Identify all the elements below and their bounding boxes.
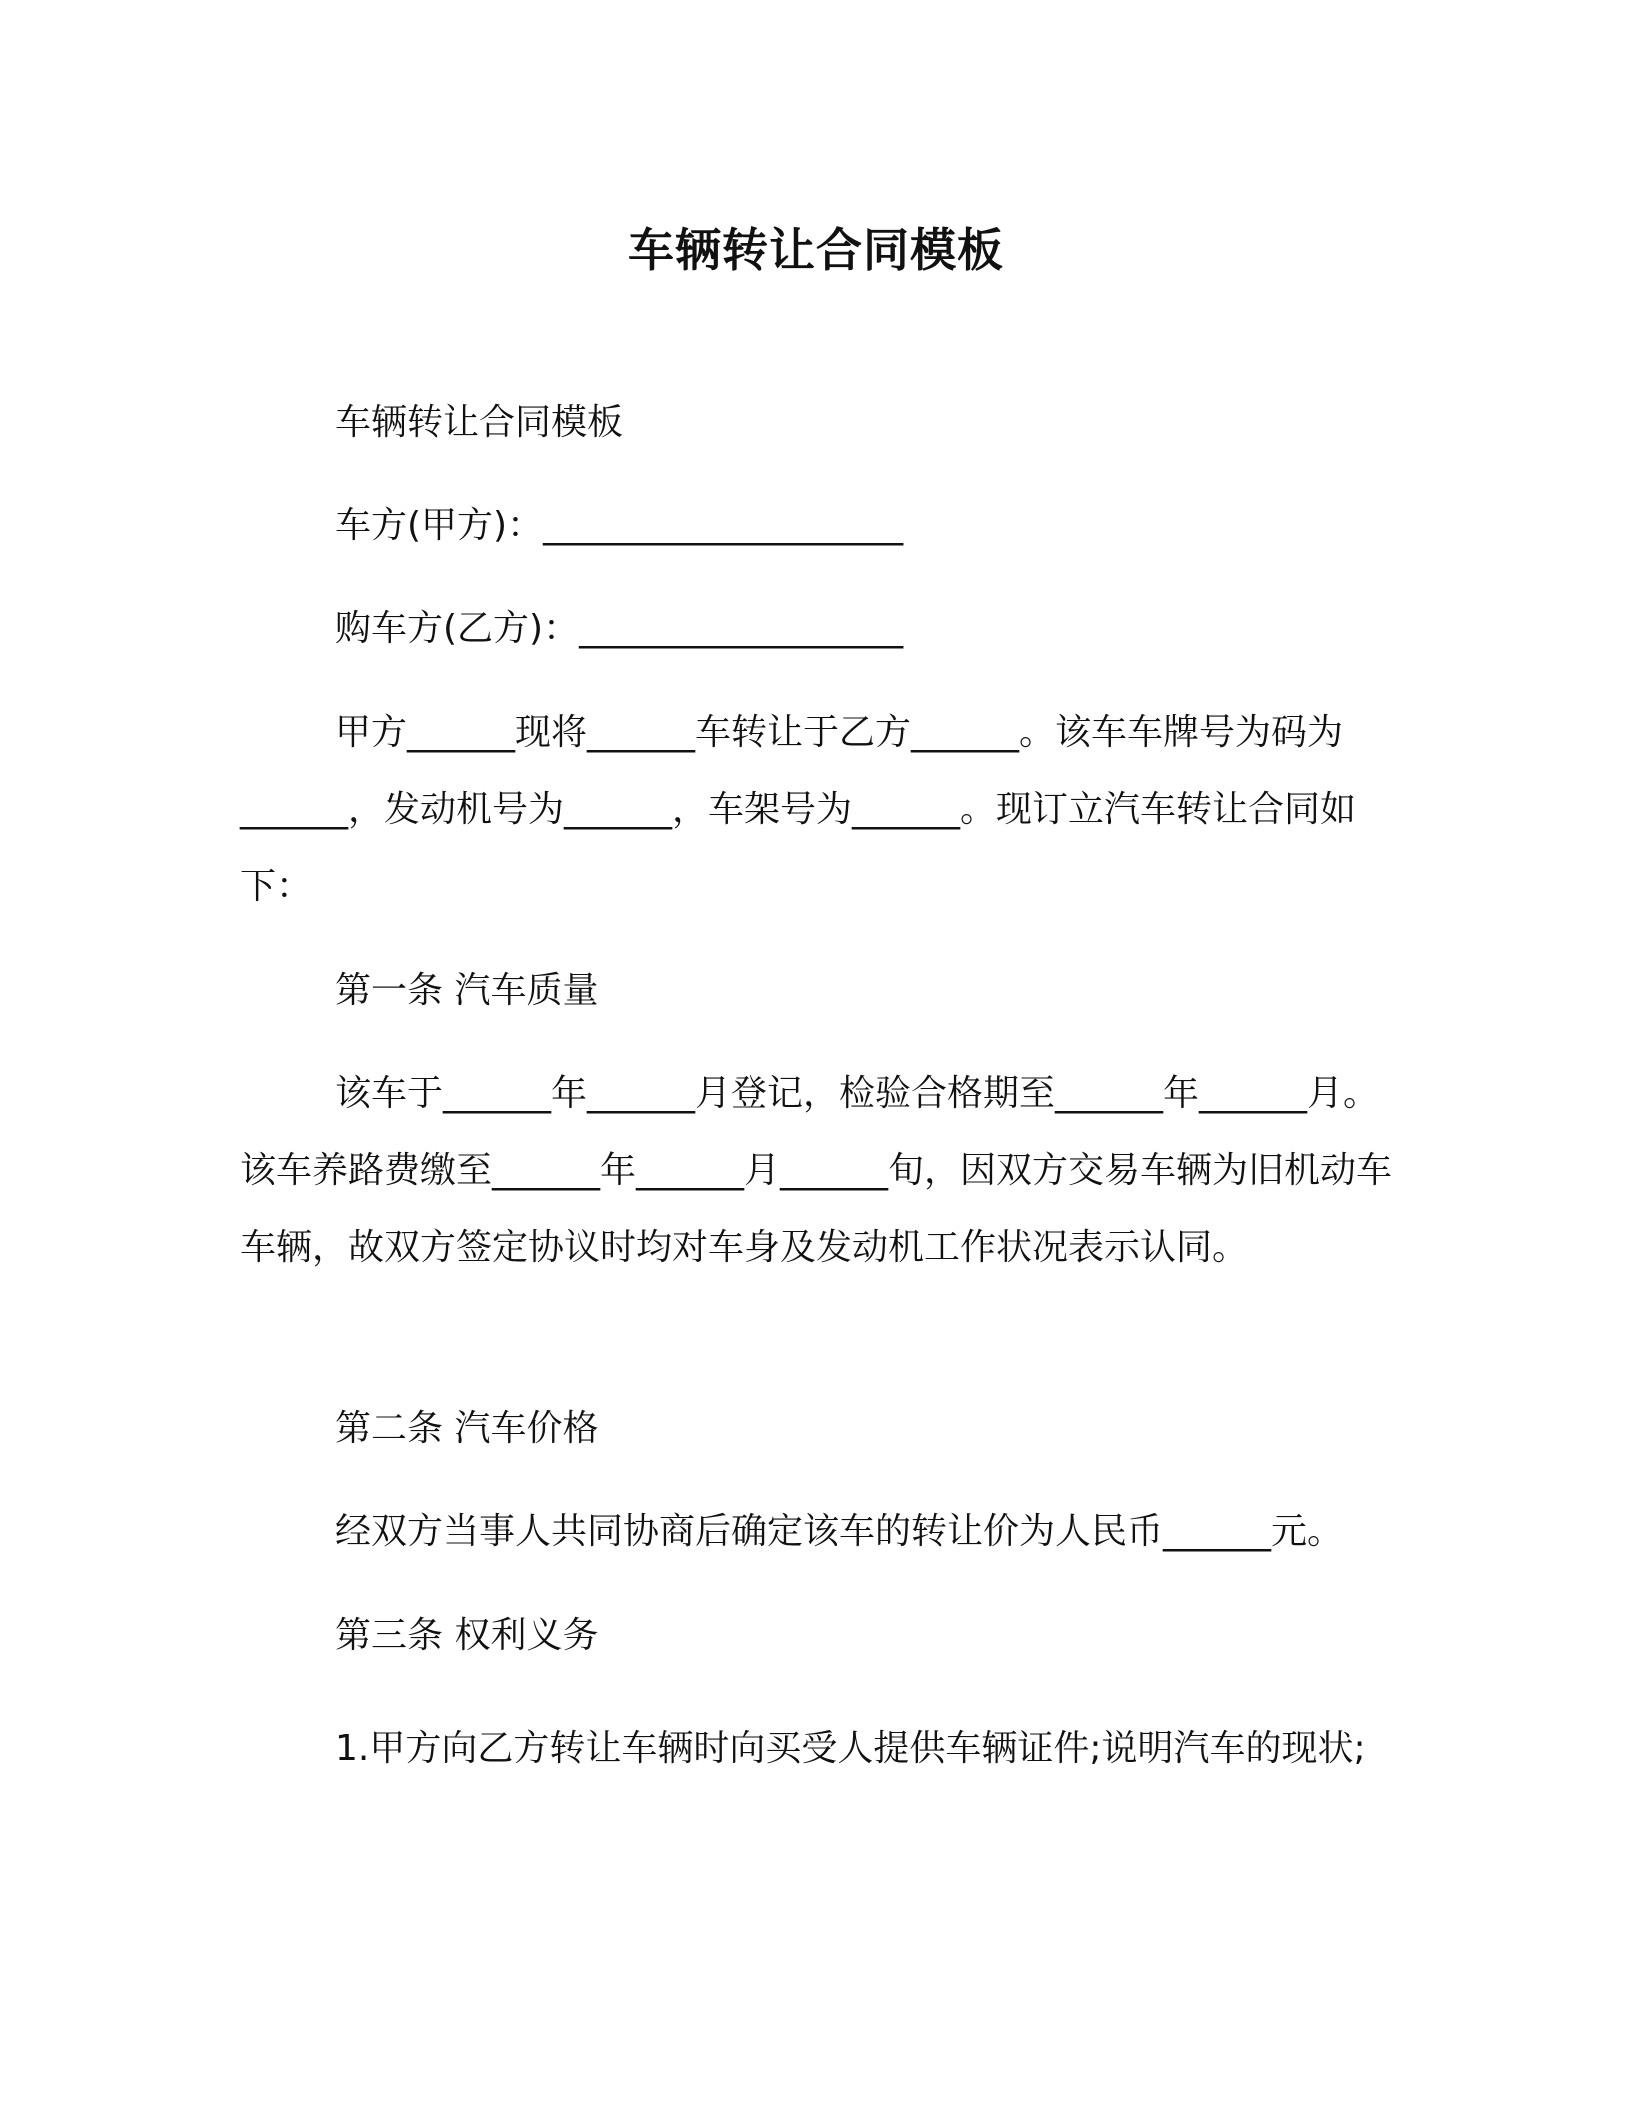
article-2-heading: 第二条 汽车价格 xyxy=(335,1408,599,1449)
buyer-field: 购车方(乙方)：__________________ xyxy=(335,608,904,649)
subtitle-paragraph: 车辆转让合同模板 xyxy=(335,402,624,443)
article-1-heading: 第一条 汽车质量 xyxy=(335,970,599,1011)
article-2-body: 经双方当事人共同协商后确定该车的转让价为人民币______元。 xyxy=(335,1511,1344,1552)
seller-field: 车方(甲方)：____________________ xyxy=(335,505,904,546)
intro-paragraph: 甲方______现将______车转让于乙方______。该车车牌号为码为______，发动机号为______，车架号为______。现订立汽车转让合同如下： xyxy=(240,712,1357,907)
document-title: 车辆转让合同模板 xyxy=(628,223,1004,277)
article-3-item-1: 1.甲方向乙方转让车辆时向买受人提供车辆证件;说明汽车的现状; xyxy=(335,1728,1366,1769)
article-3-heading: 第三条 权利义务 xyxy=(335,1615,599,1656)
article-1-body: 该车于______年______月登记，检验合格期至______年______月。该车养路费缴至______年______月______旬，因双方交易车辆为旧机动车车辆，故双方签定协议时均对车身及发动机工作状况表示认同。 xyxy=(240,1073,1393,1268)
